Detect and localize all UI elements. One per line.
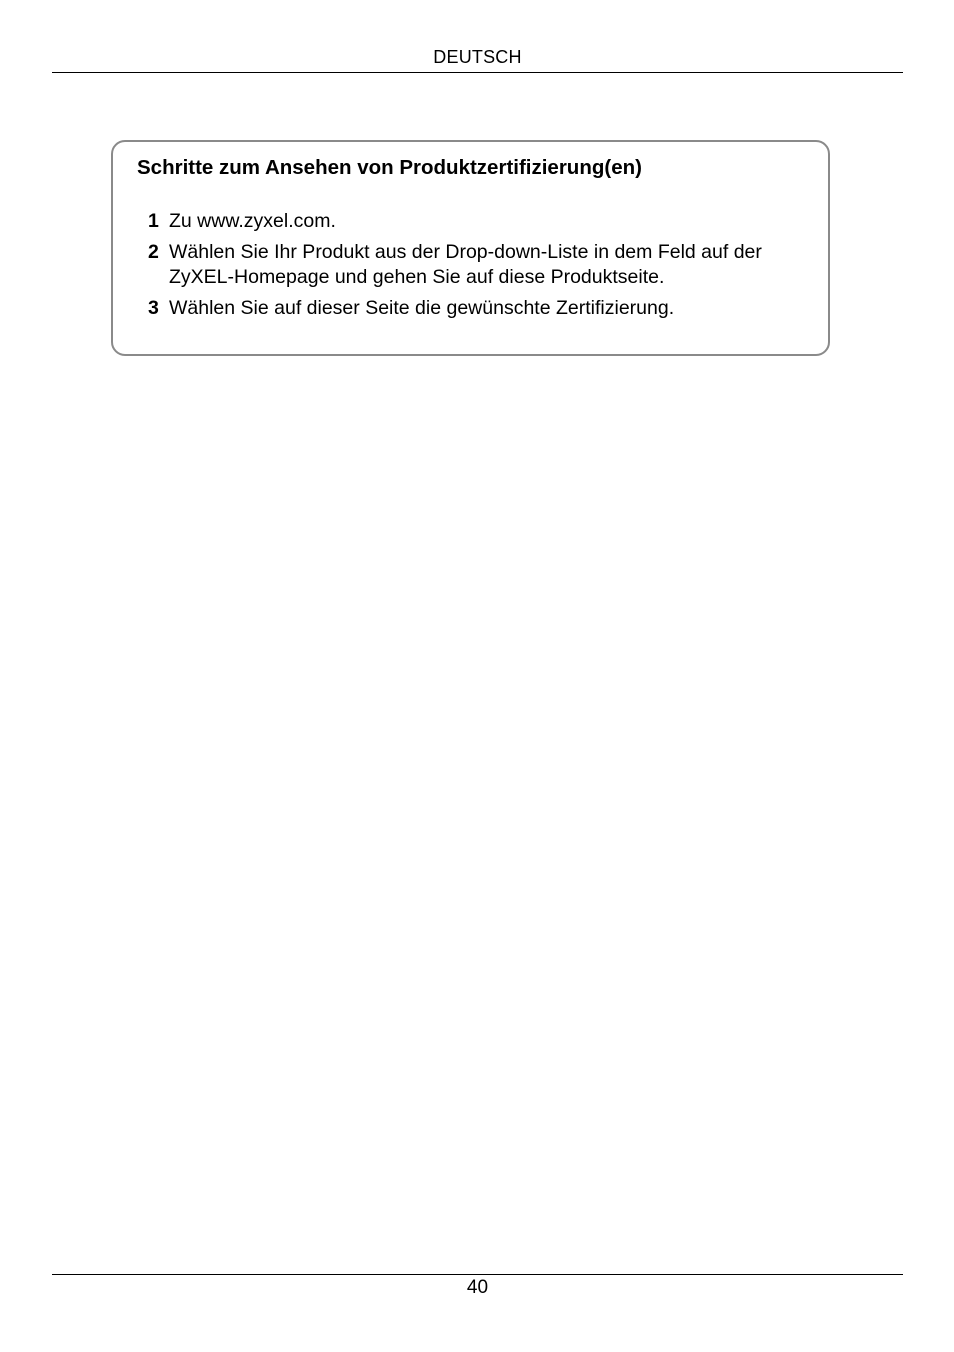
steps-list [148, 209, 818, 327]
certification-steps-box [111, 140, 830, 356]
page-number: 40 [466, 1277, 489, 1298]
page-footer [52, 1274, 903, 1298]
step-number: 2 [148, 241, 159, 263]
step-text: Wählen Sie Ihr Produkt aus der Drop-down-Liste in dem Feld auf der ZyXEL-Homepage und gehen Sie auf diese Produktseite. [169, 241, 762, 288]
page-header [52, 0, 903, 73]
step-item [148, 209, 818, 234]
box-title: Schritte zum Ansehen von Produktzertifizierung(en) [137, 156, 642, 179]
step-text: Zu www.zyxel.com. [169, 210, 336, 232]
step-item [148, 296, 818, 321]
step-item [148, 240, 818, 290]
step-number: 1 [148, 210, 159, 232]
step-number: 3 [148, 297, 159, 319]
header-language-label: DEUTSCH [433, 47, 522, 67]
step-text: Wählen Sie auf dieser Seite die gewünschte Zertifizierung. [169, 297, 675, 319]
